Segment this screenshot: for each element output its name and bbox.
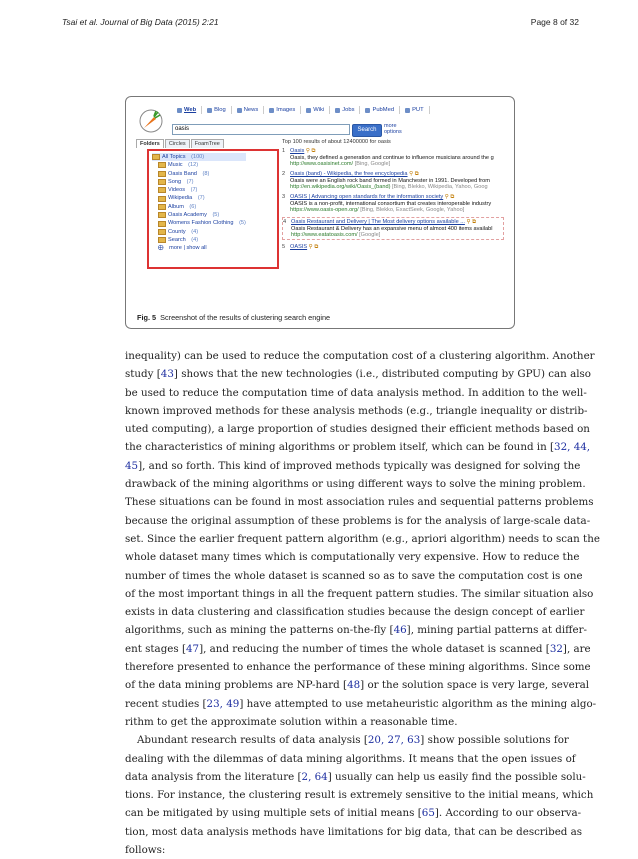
result-link[interactable]: OASIS | Advancing open standards for the information society bbox=[290, 194, 444, 200]
cluster-item[interactable]: All Topics (100) bbox=[152, 153, 246, 161]
tab-circles[interactable]: Circles bbox=[165, 139, 190, 148]
tab-news[interactable]: News bbox=[232, 106, 265, 114]
web-icon bbox=[177, 108, 182, 113]
text-line: ent stages [47], and reducing the number of times the whole dataset is scanned [32], are bbox=[125, 642, 591, 655]
preview-icons[interactable]: ⚲ ⧉ bbox=[305, 148, 316, 154]
text-line: data analysis from the literature [2, 64] usually can help us easily find the possible solu- bbox=[125, 770, 586, 783]
search-tabs bbox=[172, 106, 430, 114]
result-link[interactable]: Oasis (band) - Wikipedia, the free encyclopedia bbox=[290, 171, 408, 177]
folder-icon bbox=[158, 179, 166, 185]
preview-icons[interactable]: ⚲ ⧉ bbox=[308, 244, 319, 250]
text-line: the characteristics of mining algorithms or problem itself, which can be found in [32, 44, bbox=[125, 441, 591, 454]
search-input[interactable]: oasis bbox=[172, 124, 350, 135]
expand-icon: ⨁ bbox=[158, 245, 164, 252]
tab-jobs[interactable]: Jobs bbox=[330, 106, 360, 114]
folder-icon bbox=[152, 154, 160, 160]
running-header-journal: Tsai et al. Journal of Big Data (2015) 2:21 bbox=[62, 17, 219, 27]
result-link[interactable]: Oasis bbox=[290, 148, 305, 154]
text-line: of the most important things in all the frequent pattern studies. The similar situation also bbox=[125, 587, 594, 600]
tab-wiki[interactable]: Wiki bbox=[301, 106, 330, 114]
folder-icon bbox=[158, 212, 166, 218]
cluster-view-tabs bbox=[136, 139, 225, 148]
text-line: tions. For instance, the clustering result is extremely sensitive to the initial means, which bbox=[125, 789, 594, 802]
text-line: uted computing), a large proportion of studies designed their efficient methods based on bbox=[125, 423, 590, 436]
text-line: be used to reduce the computation time of data analysis method. In addition to the well- bbox=[125, 386, 587, 399]
put-icon bbox=[405, 108, 410, 113]
folder-icon bbox=[158, 162, 166, 168]
text-line: of the data mining problems are NP-hard [48] or the solution space is very large, several bbox=[125, 679, 590, 692]
folder-icon bbox=[158, 187, 166, 193]
text-line: rithm to get the approximate solution within a reasonable time. bbox=[125, 715, 458, 728]
result-item: 4 Oasis Restaurant and Delivery | The Most delivery options available ... ⚲ ⧉ Oasis Restaurant & Delivery has an expansive menu of almost 400 items availabl http://www.eatatoasis.com/ [Google] bbox=[282, 217, 504, 240]
tab-put[interactable]: PUT bbox=[400, 106, 430, 114]
tab-images[interactable]: Images bbox=[264, 106, 301, 114]
tab-folders[interactable]: Folders bbox=[136, 139, 164, 148]
cluster-item[interactable]: Music (12) bbox=[152, 161, 246, 169]
cluster-more-link[interactable]: ⨁ more | show all bbox=[158, 245, 207, 252]
result-link[interactable]: OASIS bbox=[290, 244, 308, 250]
page-number: Page 8 of 32 bbox=[530, 17, 579, 27]
cluster-item[interactable]: Womens Fashion Clothing (5) bbox=[152, 219, 246, 227]
text-line: exists in data clustering and classification studies because the design concept of earlier bbox=[125, 606, 585, 619]
figure-5 bbox=[125, 96, 515, 329]
more-options-link[interactable]: more options bbox=[384, 123, 402, 135]
result-item: 5 OASIS ⚲ ⧉ bbox=[282, 244, 319, 250]
text-line: set. Since the earlier frequent pattern algorithm (e.g., apriori algorithm) needs to scan the bbox=[125, 532, 600, 545]
cluster-item[interactable]: County (4) bbox=[152, 228, 246, 236]
tab-foamtree[interactable]: FoamTree bbox=[191, 139, 224, 148]
text-line: tion, most data analysis methods have limitations for big data, that can be described as bbox=[125, 825, 583, 838]
preview-icons[interactable]: ⚲ ⧉ bbox=[444, 194, 455, 200]
cluster-item[interactable]: Oasis Band (8) bbox=[152, 170, 246, 178]
result-item: 2 Oasis (band) - Wikipedia, the free encyclopedia ⚲ ⧉ Oasis were an English rock band formed in Manchester in 1991. Developed from http://en.wikipedia.org/wiki/Oasis_(band) [Bing, Blekko, Wikipedia, Yahoo, Goog bbox=[282, 171, 490, 190]
jobs-icon bbox=[335, 108, 340, 113]
wiki-icon bbox=[306, 108, 311, 113]
text-line: therefore presented to enhance the performance of these mining algorithms. Since some bbox=[125, 661, 591, 674]
cluster-item[interactable]: Search (4) bbox=[152, 236, 246, 244]
search-button[interactable]: Search bbox=[352, 124, 382, 137]
text-line: follows: bbox=[125, 844, 166, 857]
text-line: These situations can be found in most association rules and sequential patterns problems bbox=[125, 496, 594, 509]
text-line: study [43] shows that the new technologies (i.e., distributed computing by GPU) can also bbox=[125, 368, 592, 381]
text-line: number of times the whole dataset is scanned so as to save the computation cost is one bbox=[125, 569, 583, 582]
text-line: Abundant research results of data analysis [20, 27, 63] show possible solutions for bbox=[137, 734, 569, 747]
text-line: dealing with the dilemmas of data mining algorithms. It means that the open issues of bbox=[125, 752, 576, 765]
text-line: can be mitigated by using multiple sets of initial means [65]. According to our observa- bbox=[125, 807, 582, 820]
search-engine-screenshot bbox=[136, 105, 504, 309]
folder-icon bbox=[158, 171, 166, 177]
folder-icon bbox=[158, 221, 166, 227]
folder-icon bbox=[158, 237, 166, 243]
text-line: inequality) can be used to reduce the computation cost of a clustering algorithm. Another bbox=[125, 350, 595, 362]
results-header: Top 100 results of about 12400000 for oasis bbox=[282, 139, 391, 145]
preview-icons[interactable]: ⚲ ⧉ bbox=[466, 219, 477, 225]
text-line: 45], and so forth. This kind of improved methods typically was designed for solving the bbox=[125, 459, 581, 472]
text-line: whole dataset many times which is computationally very expensive. How to reduce the bbox=[125, 551, 580, 564]
folder-icon bbox=[158, 204, 166, 210]
folder-icon bbox=[158, 229, 166, 235]
text-line: recent studies [23, 49] have attempted to use metaheuristic algorithm as the mining algo- bbox=[125, 697, 597, 710]
tab-blog[interactable]: Blog bbox=[202, 106, 232, 114]
figure-caption: Fig. 5 Screenshot of the results of clustering search engine bbox=[137, 313, 331, 322]
cluster-item[interactable]: Videos (7) bbox=[152, 186, 246, 194]
result-item: 1 Oasis ⚲ ⧉ Oasis, they defined a generation and continue to influence musicians around the g http://www.oasisinet.com/ [Bing, Google] bbox=[282, 148, 494, 167]
text-line: algorithms, such as mining the patterns on-the-fly [46], mining partial patterns at differ- bbox=[125, 624, 587, 637]
cluster-item[interactable]: Oasis Academy (5) bbox=[152, 211, 246, 219]
text-line: drawback of the mining algorithms or using different ways to solve the mining problem. bbox=[125, 478, 586, 491]
folder-icon bbox=[158, 196, 166, 202]
images-icon bbox=[269, 108, 274, 113]
carrot-logo-icon bbox=[139, 109, 163, 133]
body-text bbox=[125, 347, 600, 859]
tab-pubmed[interactable]: PubMed bbox=[360, 106, 400, 114]
cluster-item[interactable]: Album (6) bbox=[152, 203, 246, 211]
result-item: 3 OASIS | Advancing open standards for the information society ⚲ ⧉ OASIS is a non-profit, international consortium that creates interoperable industry https://www.oasis-open.org/ [Bing, Blekko, ExactSeek, Google, Yahoo] bbox=[282, 194, 492, 213]
preview-icons[interactable]: ⚲ ⧉ bbox=[409, 171, 419, 177]
search-results bbox=[282, 139, 504, 255]
text-line: because the original assumption of these problems is for the analysis of large-scale data- bbox=[125, 514, 591, 527]
news-icon bbox=[237, 108, 242, 113]
text-line: known improved methods for these analysis methods (e.g., triangle inequality or distrib- bbox=[125, 404, 588, 417]
cluster-tree bbox=[152, 153, 246, 253]
result-link[interactable]: Oasis Restaurant and Delivery | The Most delivery options available ... bbox=[291, 219, 465, 225]
tab-web[interactable]: Web bbox=[172, 106, 202, 114]
blog-icon bbox=[207, 108, 212, 113]
cluster-item[interactable]: Wikipedia (7) bbox=[152, 194, 246, 202]
cluster-item[interactable]: Song (7) bbox=[152, 178, 246, 186]
pubmed-icon bbox=[365, 108, 370, 113]
